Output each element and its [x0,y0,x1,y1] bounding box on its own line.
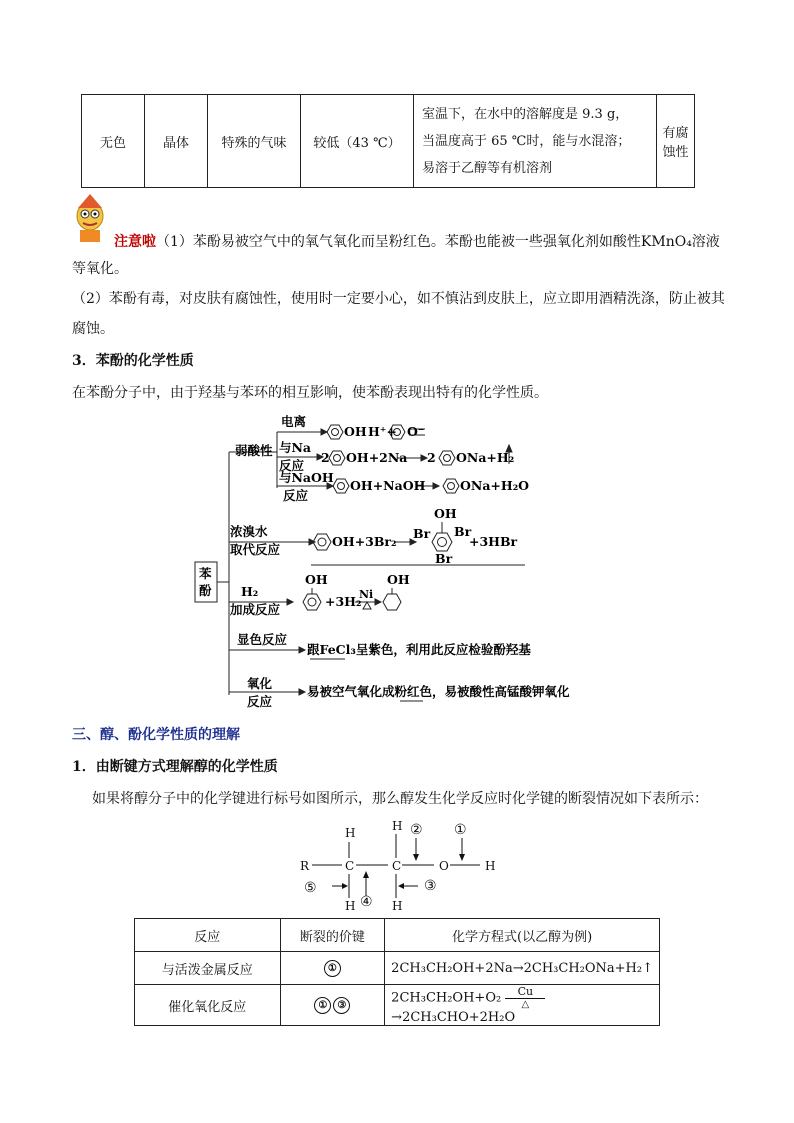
bond-label: ③ [333,997,350,1014]
svg-text:②: ② [410,822,423,838]
reaction-bond-table [134,918,660,1026]
note-line-1b: 等氧化。 [72,261,128,277]
svg-text:③: ③ [424,878,437,894]
section-three-heading: 三、醇、酚化学性质的理解 [72,727,240,743]
prop-solubility: 室温下，在水中的溶解度是 9.3 g， 当温度高于 65 ℃时，能与水混溶； 易溶于乙醇等有机溶剂 [414,95,657,188]
svg-text:显色反应: 显色反应 [237,632,288,647]
bond-label: ① [324,960,341,977]
prop-state: 晶体 [145,95,208,188]
svg-text:氧化: 氧化 [247,676,273,691]
svg-text:ONa+H₂: ONa+H₂ [456,450,515,465]
note-line-2: （2）苯酚有毒，对皮肤有腐蚀性，使用时一定要小心，如不慎沾到皮肤上，应立即用酒精洗涤，防止被其 [72,291,725,307]
alcohol-bond-diagram [292,818,512,914]
svg-text:Br: Br [454,524,472,539]
map-root-line2: 酚 [199,583,212,598]
svg-text:反应: 反应 [279,458,305,473]
svg-text:OH+2Na: OH+2Na [346,450,408,465]
svg-text:OH: OH [305,572,328,587]
svg-text:C: C [392,859,402,873]
svg-text:取代反应: 取代反应 [230,542,281,557]
map-root-line1: 苯 [199,566,212,581]
svg-text:O: O [439,859,449,873]
svg-text:H: H [485,859,496,873]
map-ionization: 电离 [281,414,307,429]
svg-text:反应: 反应 [247,694,273,709]
svg-text:①: ① [454,822,467,838]
rx-header-bonds: 断裂的价键 [280,919,385,952]
note-title: 注意啦 [114,234,156,250]
pencil-mascot-icon [70,194,112,244]
svg-text:Br: Br [435,551,453,566]
svg-text:反应: 反应 [283,488,309,503]
rx-header-reaction: 反应 [135,919,281,952]
svg-text:浓溴水: 浓溴水 [230,524,268,539]
svg-text:Ni: Ni [359,588,374,601]
section-three-sub1: 1．由断键方式理解醇的化学性质 [72,759,278,775]
svg-text:与Na: 与Na [279,440,312,455]
rx-header-equation: 化学方程式(以乙醇为例) [385,919,660,952]
prop-toxicity: 有腐蚀性 [657,95,695,188]
svg-text:OH+NaOH: OH+NaOH [350,478,426,493]
svg-text:H: H [392,819,403,833]
svg-text:2: 2 [427,450,436,465]
map-weak-acid: 弱酸性 [235,443,273,458]
svg-text:⑤: ⑤ [304,880,317,896]
prop-odor: 特殊的气味 [208,95,301,188]
svg-text:OH+3Br₂: OH+3Br₂ [332,534,397,549]
svg-text:+3HBr: +3HBr [469,534,518,549]
svg-text:H: H [345,899,356,913]
prop-color: 无色 [82,95,145,188]
svg-text:O⁻: O⁻ [407,424,425,439]
svg-text:H: H [392,899,403,913]
svg-text:C: C [345,859,355,873]
svg-text:OH: OH [387,572,410,587]
table-row: 与活泼金属反应 ① 2CH₃CH₂OH+2Na→2CH₃CH₂ONa+H₂↑ [135,952,660,985]
section-3-heading: 3．苯酚的化学性质 [72,353,194,369]
svg-text:加成反应: 加成反应 [230,602,281,617]
svg-text:H⁺+: H⁺+ [368,424,397,439]
bond-label: ① [314,997,331,1014]
catalytic-oxidation-equation: 2CH₃CH₂OH+O₂ Cu △ →2CH₃CHO+2H₂O [385,985,660,1026]
section-three-intro: 如果将醇分子中的化学键进行标号如图所示，那么醇发生化学反应时化学键的断裂情况如下表所示： [92,791,708,807]
svg-text:2: 2 [321,450,330,465]
section-3-intro: 在苯酚分子中，由于羟基与苯环的相互影响，使苯酚表现出特有的化学性质。 [72,385,548,401]
svg-text:+3H₂: +3H₂ [325,594,362,609]
phenol-properties-table [81,94,695,188]
svg-text:H₂: H₂ [241,584,259,599]
note-line-2b: 腐蚀。 [72,321,114,337]
table-row: 催化氧化反应 ① ③ 2CH₃CH₂OH+O₂ Cu △ →2CH₃CHO+2H₂O [135,985,660,1026]
svg-text:R: R [300,859,310,873]
svg-text:ONa+H₂O: ONa+H₂O [460,478,530,493]
svg-text:OH: OH [434,506,457,521]
svg-text:H: H [345,826,356,840]
svg-text:易被空气氧化成粉红色，易被酸性高锰酸钾氧化: 易被空气氧化成粉红色，易被酸性高锰酸钾氧化 [307,684,570,699]
svg-text:Br: Br [413,526,431,541]
svg-text:④: ④ [360,894,373,910]
prop-melting: 较低（43 ℃） [301,95,414,188]
phenol-concept-map [185,412,625,712]
svg-text:与NaOH: 与NaOH [279,470,334,485]
note-line-1: 注意啦（1）苯酚易被空气中的氧气氧化而呈粉红色。苯酚也能被一些强氧化剂如酸性KMnO₄溶液 [114,234,720,250]
svg-text:跟FeCl₃呈紫色，利用此反应检验酚羟基: 跟FeCl₃呈紫色，利用此反应检验酚羟基 [307,642,531,657]
svg-text:OH: OH [344,424,367,439]
